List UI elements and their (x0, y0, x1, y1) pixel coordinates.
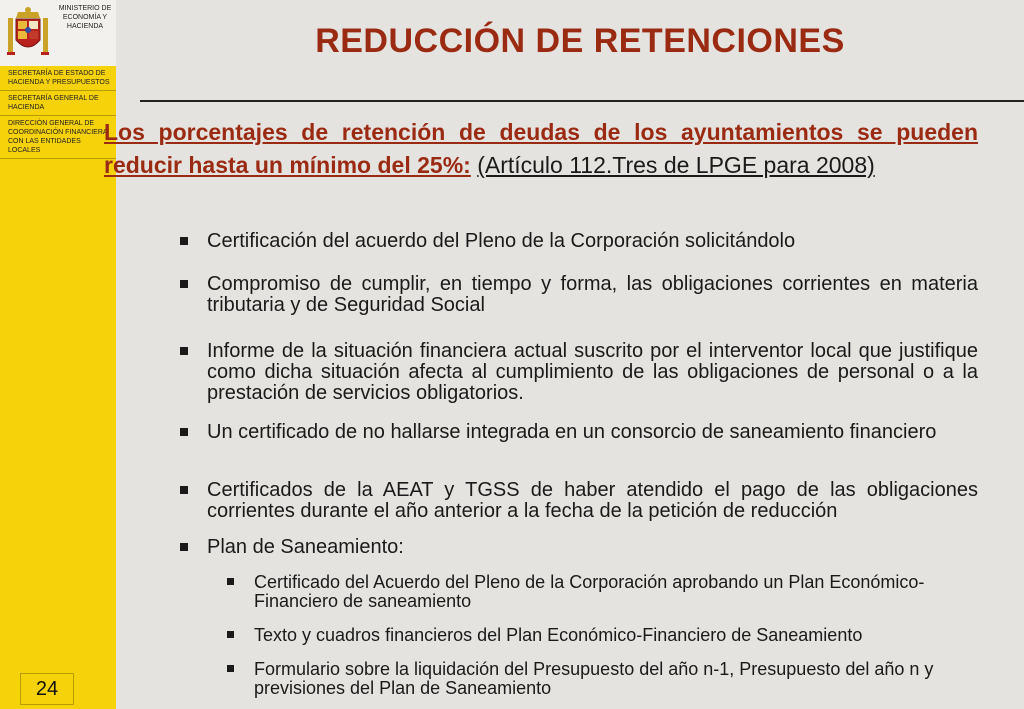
subitem-text: Certificado del Acuerdo del Pleno de la Corporación aprobando un Plan Económico-Financiero de saneamiento (254, 572, 925, 611)
title-divider (140, 100, 1024, 102)
requirement-item (180, 341, 978, 404)
department-label: DIRECCIÓN GENERAL DE COORDINACIÓN FINANCIERA CON LAS ENTIDADES LOCALES (0, 116, 116, 159)
bullet-icon (180, 280, 188, 288)
intro-paragraph (104, 116, 978, 182)
bullet-icon (227, 578, 234, 585)
ministry-name: MINISTERIO DE ECONOMÍA Y HACIENDA (58, 5, 112, 30)
bullet-icon (227, 631, 234, 638)
bullet-icon (180, 347, 188, 355)
bullet-icon (180, 543, 188, 551)
requirement-item (180, 422, 978, 443)
requirement-text: Compromiso de cumplir, en tiempo y forma, las obligaciones corrientes en materia tributaria y de Seguridad Social (207, 273, 978, 316)
plan-subitem (227, 660, 979, 698)
requirement-item (180, 231, 978, 252)
bullet-icon (180, 486, 188, 494)
bullet-icon (180, 428, 188, 436)
intro-lead: Los porcentajes de retención de deudas de los ayuntamientos se pueden reducir hasta un mínimo del 25%: (104, 119, 978, 178)
bullet-icon (180, 237, 188, 245)
requirement-item (180, 274, 978, 316)
requirement-text: Certificados de la AEAT y TGSS de haber atendido el pago de las obligaciones corrientes durante el año anterior a la fecha de la petición de reducción (207, 479, 978, 522)
requirement-text: Informe de la situación financiera actual suscrito por el interventor local que justifique como dicha situación afecta al cumplimiento de las obligaciones de personal o a la prestación de servicios obligatorios. (207, 340, 978, 404)
slide-title: REDUCCIÓN DE RETENCIONES (315, 22, 845, 60)
page-number: 24 (20, 673, 74, 705)
requirement-text: Certificación del acuerdo del Pleno de la Corporación solicitándolo (207, 230, 796, 252)
department-label: SECRETARÍA DE ESTADO DE HACIENDA Y PRESUPUESTOS (0, 66, 116, 91)
requirement-item (180, 537, 978, 558)
department-label: SECRETARÍA GENERAL DE HACIENDA (0, 91, 116, 116)
requirement-text: Un certificado de no hallarse integrada en un consorcio de saneamiento financiero (207, 421, 937, 443)
subitem-text: Formulario sobre la liquidación del Presupuesto del año n-1, Presupuesto del año n y previsiones del Plan de Saneamiento (254, 659, 934, 698)
coat-of-arms-icon (6, 6, 50, 60)
plan-subitem (227, 573, 979, 611)
bullet-icon (227, 665, 234, 672)
requirement-text: Plan de Saneamiento: (207, 536, 404, 558)
plan-subitem (227, 626, 979, 645)
subitem-text: Texto y cuadros financieros del Plan Económico-Financiero de Saneamiento (254, 625, 863, 645)
sidebar (0, 0, 116, 709)
ministry-logo-box (0, 0, 116, 67)
intro-reference: (Artículo 112.Tres de LPGE para 2008) (477, 152, 875, 178)
department-list (0, 66, 116, 159)
requirement-item (180, 480, 978, 522)
